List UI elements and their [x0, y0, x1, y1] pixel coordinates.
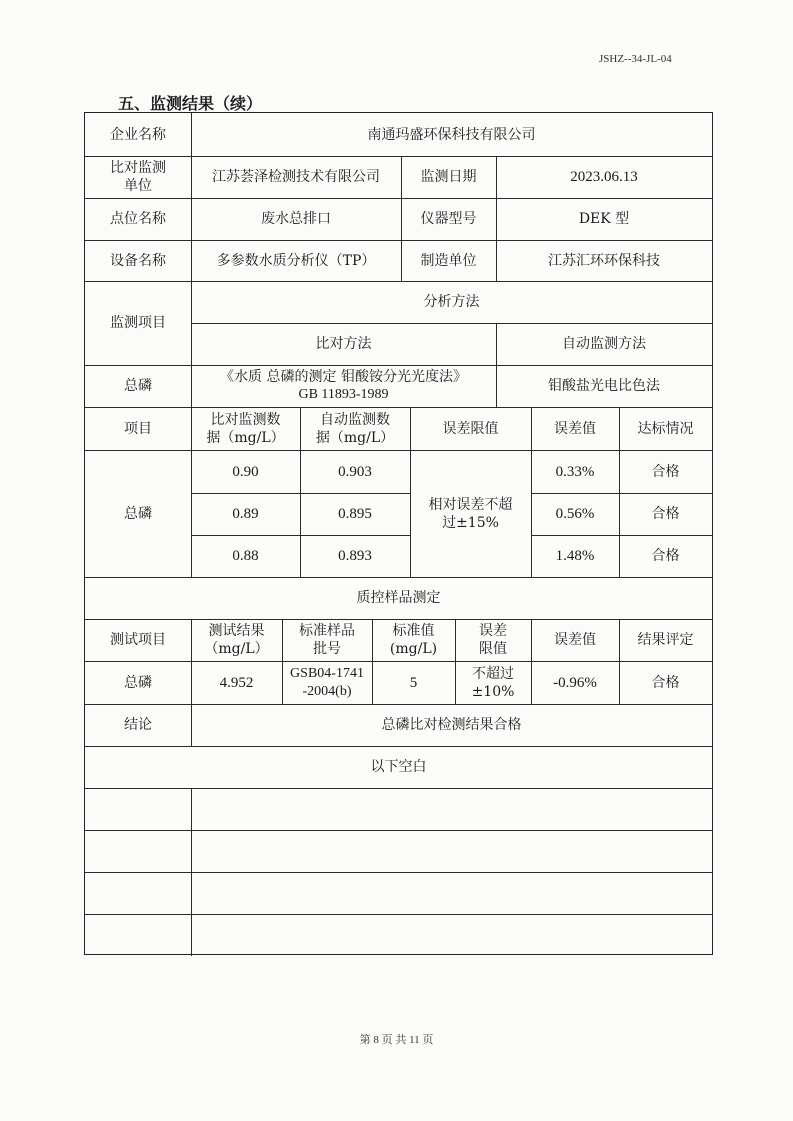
- status-value-2: 合格: [651, 506, 680, 522]
- section-title: 五、监测结果（续）: [118, 94, 263, 113]
- compare-method-standard: GB 11893-1989: [298, 387, 389, 402]
- document-id: JSHZ--34-JL-04: [599, 53, 672, 65]
- qc-batch-header-line2: 批号: [313, 641, 341, 657]
- conclusion-label: 结论: [124, 717, 152, 733]
- compare-value-1: 0.90: [232, 463, 259, 480]
- equipment-value: 多参数水质分析仪（TP）: [216, 252, 376, 269]
- qc-limit: 不超过: [472, 665, 514, 682]
- limit-value: 相对误差不超: [428, 496, 513, 513]
- error-value-1: 0.33%: [555, 463, 595, 480]
- blank-note: 以下空白: [370, 759, 427, 775]
- qc-std-header: 标准值: [392, 623, 435, 639]
- error-header: 误差值: [554, 420, 596, 437]
- qc-batch-line2: -2004(b): [302, 683, 352, 699]
- qc-std: 5: [409, 674, 418, 691]
- qc-result: 4.952: [219, 674, 254, 691]
- auto-value-3: 0.893: [338, 548, 372, 564]
- compare-value-2: 0.89: [232, 506, 259, 522]
- comparison-unit-label: 比对监测单位: [110, 160, 166, 194]
- site-value: 废水总排口: [261, 211, 331, 227]
- model-value: DEK 型: [578, 211, 630, 227]
- qc-evaluation: 合格: [651, 674, 680, 691]
- maker-value: 江苏汇环环保科技: [548, 252, 660, 269]
- results-item: 总磷: [124, 505, 152, 522]
- company-label: 企业名称: [110, 126, 166, 143]
- limit-value-line2: 过±15%: [442, 514, 499, 531]
- qc-limit-line2: ±10%: [471, 683, 515, 700]
- qc-limit-header-line2: 限值: [479, 641, 507, 657]
- status-header: 达标情况: [637, 420, 694, 437]
- comparison-unit-value: 江苏荟泽检测技术有限公司: [212, 169, 380, 185]
- qc-batch: GSB04-1741: [290, 665, 364, 681]
- qc-result-header: 测试结果: [208, 623, 265, 639]
- model-label: 仪器型号: [420, 211, 477, 227]
- monitoring-item-label: 监测项目: [110, 315, 166, 331]
- qc-error-header: 误差值: [554, 632, 596, 648]
- qc-error: -0.96%: [553, 674, 597, 691]
- compare-value-3: 0.88: [232, 548, 259, 564]
- qc-limit-header: 误差: [479, 623, 507, 639]
- page-footer: 第 8 页 共 11 页: [359, 1034, 434, 1046]
- results-table: [84, 112, 713, 955]
- error-value-3: 1.48%: [555, 548, 595, 564]
- qc-batch-header: 标准样品: [299, 623, 355, 639]
- status-value-1: 合格: [651, 463, 680, 480]
- qc-item: 总磷: [124, 674, 152, 691]
- auto-value-1: 0.903: [338, 463, 372, 480]
- results-item-header: 项目: [124, 420, 152, 437]
- compare-method-value: 《水质 总磷的测定 钼酸铵分光光度法》: [220, 369, 467, 385]
- equipment-label: 设备名称: [110, 252, 166, 269]
- qc-title: 质控样品测定: [356, 590, 441, 606]
- auto-method-value: 钼酸盐光电比色法: [548, 378, 660, 394]
- maker-label: 制造单位: [420, 252, 477, 269]
- analysis-method-label: 分析方法: [423, 294, 480, 310]
- site-label: 点位名称: [110, 211, 166, 227]
- auto-data-header: 自动监测数: [320, 411, 390, 428]
- compare-data-header: 比对监测数: [210, 411, 281, 428]
- qc-result-unit: （mg/L）: [204, 641, 269, 657]
- date-label: 监测日期: [420, 169, 477, 185]
- compare-method-label: 比对方法: [315, 336, 372, 352]
- date-value: 2023.06.13: [570, 169, 638, 185]
- auto-data-unit: 据（mg/L）: [315, 429, 395, 446]
- compare-data-unit: 据（mg/L）: [206, 429, 285, 446]
- auto-value-2: 0.895: [338, 506, 372, 522]
- auto-method-label: 自动监测方法: [562, 336, 646, 352]
- conclusion-value: 总磷比对检测结果合格: [381, 717, 522, 733]
- error-value-2: 0.56%: [555, 506, 595, 522]
- qc-item-header: 测试项目: [110, 632, 166, 648]
- qc-std-unit: (mg/L): [389, 641, 438, 657]
- limit-header: 误差限值: [442, 420, 499, 437]
- company-value: 南通玛盛环保科技有限公司: [367, 126, 536, 143]
- qc-evaluation-header: 结果评定: [637, 632, 694, 648]
- status-value-3: 合格: [651, 548, 680, 564]
- method-item: 总磷: [124, 378, 152, 394]
